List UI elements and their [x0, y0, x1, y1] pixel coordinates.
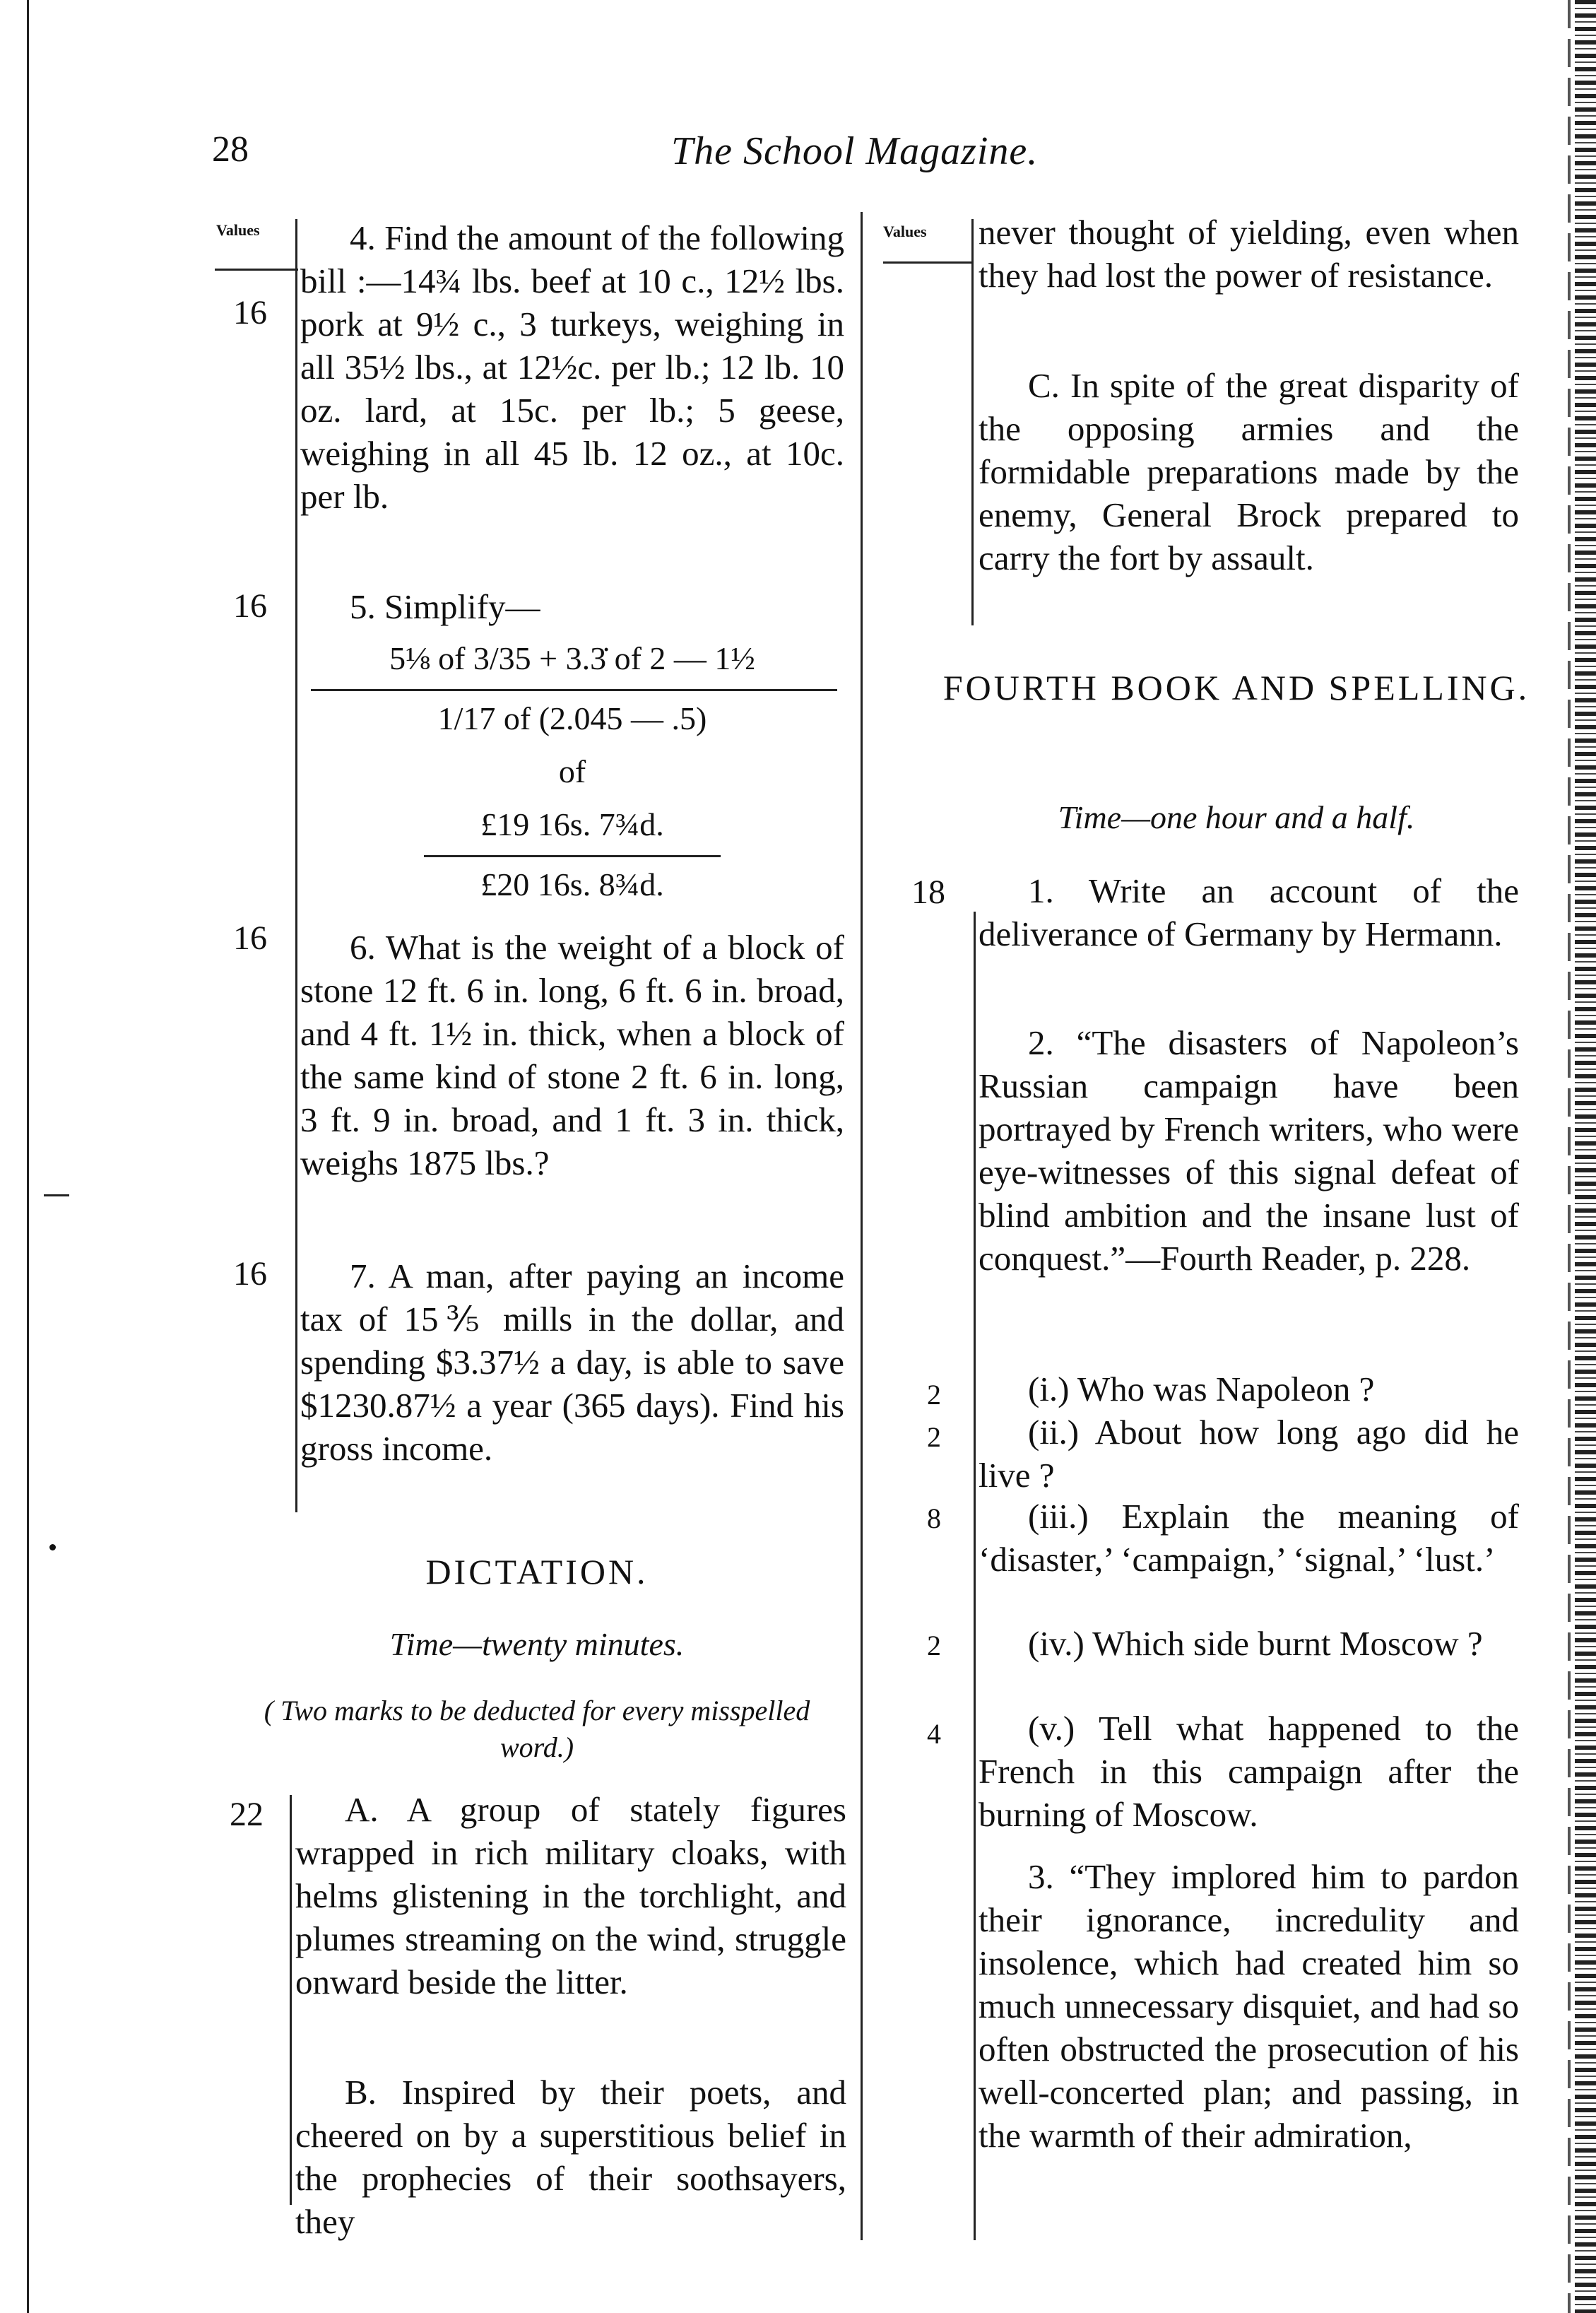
dictation-rule: [290, 1795, 292, 2205]
fraction-bar-2: [424, 855, 721, 857]
fourth-book-heading: FOURTH BOOK AND SPELLING.: [942, 668, 1530, 707]
dictation-time: Time—twenty minutes.: [389, 1626, 685, 1662]
question-4-text: 4. Find the amount of the following bill :—14¾ lbs. beef at 10 c., 12½ lbs. pork at 9½ c., 3 turkeys, weighing in all 35½ lbs., at 12½c. per lb.; 12 lb. 10 oz. lard, at 15c. per lb.; 5 geese, weighing in all 45 lb. 12 oz., at 10c. per lb.: [300, 218, 844, 516]
r-question-3: [979, 1855, 1519, 2244]
sub-question-iii-text: (iii.) Explain the meaning of ‘disaster,’ ‘campaign,’ ‘signal,’ ‘lust.’: [979, 1497, 1519, 1579]
sub-question-ii-text: (ii.) About how long ago did he live ?: [979, 1413, 1519, 1495]
values-rule-right-top: [971, 219, 974, 625]
mark-q6: 16: [233, 919, 267, 957]
mark-sub-iii: 8: [927, 1502, 941, 1534]
mark-q7: 16: [233, 1255, 267, 1293]
question-5: [300, 585, 844, 629]
column-separator: [861, 212, 863, 2240]
mark-sub-v: 4: [927, 1718, 941, 1750]
r-question-2: [979, 1021, 1519, 1367]
mark-r-q1: 18: [911, 873, 945, 911]
margin-rule: [27, 0, 29, 2313]
fraction-numerator: 5⅛ of 3/35 + 3.3̇ of 2 — 1½: [389, 640, 755, 676]
fraction-of: of: [558, 753, 586, 789]
question-5-text: 5. Simplify—: [350, 587, 540, 626]
r-question-1-text: 1. Write an account of the deliverance of Germany by Hermann.: [979, 871, 1519, 953]
mark-sub-iv: 2: [927, 1630, 941, 1661]
dictation-heading: DICTATION.: [425, 1552, 649, 1591]
passage-c: [979, 364, 1519, 625]
values-label-right: Values: [883, 223, 927, 240]
r-question-2-text: 2. “The disasters of Napoleon’s Russian campaign have been portrayed by French writers, who were eye-witnesses of this signal defeat of blind ambition and the insane lust of conquest.”—Fourth Reader, p. 228.: [979, 1023, 1519, 1278]
fourth-book-time: Time—one hour and a half.: [1058, 799, 1415, 835]
mark-q4: 16: [233, 294, 267, 331]
values-underline-left: [215, 269, 298, 271]
sub-question-v: [979, 1707, 1519, 1836]
fraction-bar: [311, 689, 837, 691]
r-question-3-text: 3. “They implored him to pardon their ignorance, incredulity and insolence, which had created him so much unnecessary disquiet, and had so often obstructed the prosecution of his well-concerted plan; and passing, in the warmth of their admiration,: [979, 1857, 1519, 2155]
values-rule-right-bottom: [974, 912, 976, 2240]
passage-b: [295, 2071, 846, 2254]
sub-question-v-text: (v.) Tell what happened to the French in this campaign after the burning of Moscow.: [979, 1709, 1519, 1834]
sub-question-iii: [979, 1495, 1519, 1624]
passage-c-text: C. In spite of the great disparity of the opposing armies and the formidable preparations made by the enemy, General Brock prepared to carry the fort by assault.: [979, 366, 1519, 577]
mark-q5: 16: [233, 587, 267, 625]
binding-edge-inner: [1568, 0, 1571, 2313]
values-underline-right: [883, 261, 971, 264]
sub-question-iv: [979, 1622, 1519, 1708]
question-7: [300, 1254, 844, 1516]
sub-question-i-text: (i.) Who was Napoleon ?: [1028, 1370, 1375, 1408]
mark-sub-ii: 2: [927, 1421, 941, 1453]
r-question-1: [979, 869, 1519, 1004]
binding-edge: [1575, 0, 1596, 2313]
margin-tick: [44, 1194, 69, 1196]
margin-dot: [49, 1544, 56, 1550]
question-7-text: 7. A man, after paying an income tax of 15⅗ mills in the dollar, and spending $3.37½ a day, is able to save $1230.87½ a year (365 days). Find his gross income.: [300, 1256, 844, 1468]
fraction-numerator-2: £19 16s. 7¾d.: [480, 806, 664, 842]
page-number: 28: [212, 129, 249, 170]
question-6: [300, 926, 844, 1237]
mark-sub-i: 2: [927, 1379, 941, 1411]
sub-question-ii: [979, 1411, 1519, 1497]
fraction-denominator: 1/17 of (2.045 — .5): [437, 700, 707, 736]
values-rule-left: [295, 219, 297, 1512]
question-6-text: 6. What is the weight of a block of stone 12 ft. 6 in. long, 6 ft. 6 in. broad, and 4 ft. 1½ in. thick, when a block of the same kind of stone 2 ft. 6 in. long, 3 ft. 9 in. broad, and 1 ft. 3 in. thick, weighs 1875 lbs.?: [300, 928, 844, 1182]
dictation-note: ( Two marks to be deducted for every misspelled word.): [264, 1695, 810, 1763]
page-header: [212, 129, 1596, 185]
passage-a: [295, 1788, 846, 2056]
question-4: [300, 216, 844, 570]
passage-b-text: B. Inspired by their poets, and cheered on by a superstitious belief in the prophecies of their soothsayers, they: [295, 2073, 846, 2241]
continuation-text: never thought of yielding, even when they had lost the power of resistance.: [979, 213, 1519, 295]
fraction-denominator-2: £20 16s. 8¾d.: [480, 866, 664, 902]
running-title: The School Magazine.: [671, 129, 1039, 173]
passage-a-text: A. A group of stately figures wrapped in rich military cloaks, with helms glistening in the torchlight, and plumes streaming on the wind, struggle onward beside the litter.: [295, 1790, 846, 2001]
sub-question-iv-text: (iv.) Which side burnt Moscow ?: [1028, 1624, 1483, 1663]
values-label-left: Values: [216, 221, 260, 239]
mark-dictation: 22: [230, 1796, 264, 1833]
sub-question-i: [979, 1367, 1519, 1411]
